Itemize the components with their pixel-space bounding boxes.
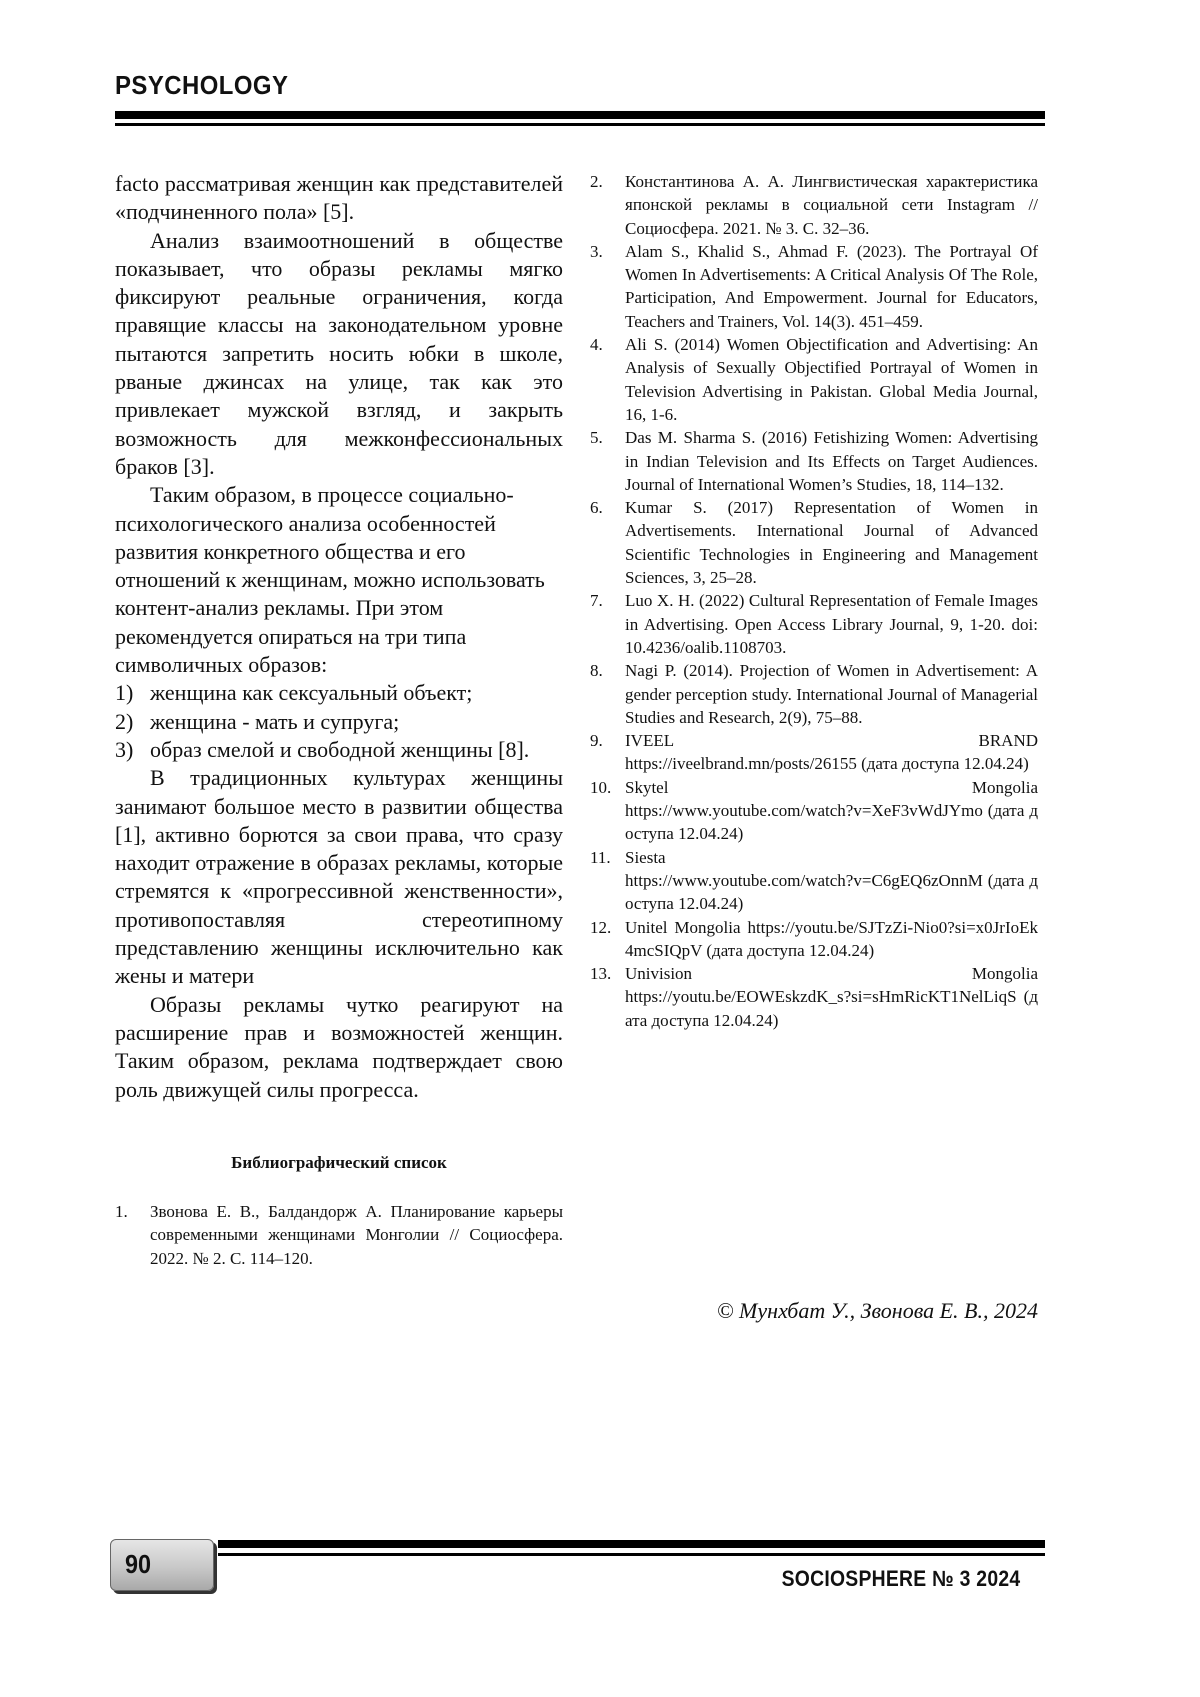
reference-title-b: Mongolia — [971, 964, 1038, 984]
reference-number: 6. — [590, 498, 603, 518]
reference-item — [590, 659, 1038, 729]
reference-link[interactable]: https://www.youtube.com/watch?v=XeF3vWdJYmo (дата доступа 12.04.24) — [625, 801, 1038, 844]
footer-rule-thin — [218, 1553, 1045, 1556]
left-column — [115, 170, 563, 1104]
reference-title-b: BRAND — [978, 731, 1038, 751]
reference-number: 4. — [590, 335, 603, 355]
reference-item — [590, 240, 1038, 333]
reference-text — [625, 776, 1038, 846]
journal-issue: SOCIOSPHERE № 3 2024 — [781, 1566, 1020, 1591]
reference-number: 9. — [590, 731, 603, 751]
list-item-number: 2) — [115, 708, 134, 734]
reference-number: 11. — [590, 847, 611, 867]
reference-text: Luo X. H. (2022) Cultural Representation of Female Images in Advertising. Open Access Library Journal, 9, 1-20. doi: 10.4236/oalib.1108703. — [625, 591, 1038, 657]
reference-title-a: IVEEL — [625, 731, 675, 751]
reference-number: 7. — [590, 591, 603, 611]
reference-number: 10. — [590, 777, 612, 797]
list-item-text: образ смелой и свободной женщины [8]. — [150, 736, 530, 762]
reference-number: 5. — [590, 428, 603, 448]
footer-rule-thick — [218, 1540, 1045, 1548]
body-paragraph-5: Образы рекламы чутко реагируют на расширение прав и возможностей женщин. Таким образом, реклама подтверждает свою роль движущей силы прогресса. — [115, 991, 563, 1102]
section-header: PSYCHOLOGY — [115, 70, 289, 100]
reference-item — [590, 846, 1038, 916]
reference-item — [590, 589, 1038, 659]
header-rule-thin — [115, 123, 1045, 126]
reference-text — [625, 846, 1038, 916]
list-item-number: 3) — [115, 736, 134, 762]
list-item — [115, 736, 563, 764]
reference-text: Unitel Mongolia https://youtu.be/SJTzZi-Nio0?si=x0JrIoEk4mcSIQpV (дата доступа 12.04.24) — [625, 917, 1038, 960]
reference-text: Константинова А. А. Лингвистическая характеристика японской рекламы в социальной сети Instagram // Социосфера. 2021. № 3. С. 32–36. — [625, 172, 1038, 238]
body-paragraph-1: facto рассматривая женщин как представителей «подчиненного пола» [5]. — [115, 171, 563, 225]
reference-title-row — [625, 846, 1038, 869]
reference-item — [590, 496, 1038, 589]
reference-title-a: Skytel — [625, 777, 669, 797]
reference-text: Das M. Sharma S. (2016) Fetishizing Women: Advertising in Indian Television and Its Effects on Target Audiences. Journal of International Women’s Studies, 18, 114–132. — [625, 428, 1038, 494]
reference-text — [625, 962, 1038, 1032]
bibliography-list-right — [590, 170, 1038, 1032]
reference-item — [590, 333, 1038, 426]
reference-item — [590, 729, 1038, 776]
reference-link[interactable]: https://iveelbrand.mn/posts/26155 (дата доступа 12.04.24) — [625, 754, 1029, 774]
reference-title-row — [625, 962, 1038, 985]
header-rule-thick — [115, 111, 1045, 119]
image-types-list — [115, 679, 563, 764]
reference-text: Alam S., Khalid S., Ahmad F. (2023). The Portrayal Of Women In Advertisements: A Critical Analysis Of The Role, Participation, And Empowerment. Journal for Educators, Teachers and Trainers, Vol. 14(3). 451–459. — [625, 241, 1038, 331]
reference-link[interactable]: https://youtu.be/EOWEskzdK_s?si=sHmRicKT1NelLiqS (дата доступа 12.04.24) — [625, 987, 1038, 1030]
reference-title-row — [625, 729, 1038, 752]
list-item — [115, 679, 563, 707]
reference-number: 12. — [590, 917, 612, 937]
list-item-text: женщина - мать и супруга; — [150, 708, 400, 734]
reference-title-a: Siesta — [625, 847, 666, 867]
reference-number: 3. — [590, 241, 603, 261]
reference-title-a: Univision — [625, 964, 693, 984]
reference-number: 1. — [115, 1202, 128, 1221]
body-paragraph-3: Таким образом, в процессе социально-психологического анализа особенностей развития конкретного общества и его отношений к женщинам, можно использовать контент-анализ рекламы. При этом рекомендуется опираться на три типа символичных образов: — [115, 482, 545, 678]
page-number: 90 — [125, 1549, 152, 1579]
reference-title-row — [625, 776, 1038, 799]
bibliography-list-left — [115, 1200, 563, 1270]
reference-number: 8. — [590, 661, 603, 681]
list-item-number: 1) — [115, 680, 134, 706]
reference-item — [590, 170, 1038, 240]
reference-link[interactable]: https://www.youtube.com/watch?v=C6gEQ6zOnnM (дата доступа 12.04.24) — [625, 870, 1038, 914]
list-item-text: женщина как сексуальный объект; — [150, 680, 473, 706]
reference-title-b: Mongolia — [971, 777, 1038, 797]
body-paragraph-2: Анализ взаимоотношений в обществе показывает, что образы рекламы мягко фиксируют реальные ограничения, когда правящие классы на законодательном уровне пытаются запретить носить юбки в школе, рваные джинсах на улице, так как это привлекает мужской взгляд, и закрыть возможность для межконфессиональных браков [3]. — [115, 227, 563, 479]
reference-text — [625, 729, 1038, 776]
reference-text: Звонова Е. В., Балдандорж А. Планирование карьеры современными женщинами Монголии // Социосфера. 2022. № 2. С. 114–120. — [150, 1202, 563, 1268]
reference-number: 2. — [590, 172, 603, 191]
reference-item — [590, 426, 1038, 496]
reference-item — [115, 1200, 563, 1270]
list-item — [115, 708, 563, 736]
copyright-note: © Мунхбат У., Звонова Е. В., 2024 — [716, 1298, 1038, 1323]
reference-item — [590, 916, 1038, 963]
bibliography-heading: Библиографический список — [231, 1153, 447, 1172]
reference-number: 13. — [590, 964, 612, 984]
reference-text: Nagi P. (2014). Projection of Women in Advertisement: A gender perception study. International Journal of Managerial Studies and Research, 2(9), 75–88. — [625, 661, 1038, 727]
body-paragraph-4: В традиционных культурах женщины занимают большое место в развитии общества [1], активно борются за свои права, что сразу находит отражение в образах рекламы, которые стремятся к «прогрессивной женственности», противопоставляя стереотипному представлению женщины исключительно как жены и матери — [115, 765, 563, 989]
reference-item — [590, 962, 1038, 1032]
reference-text: Ali S. (2014) Women Objectification and Advertising: An Analysis of Sexually Objectified Portrayal of Women in Television Advertising in Pakistan. Global Media Journal, 16, 1-6. — [625, 335, 1038, 424]
reference-item — [590, 776, 1038, 846]
reference-text: Kumar S. (2017) Representation of Women in Advertisements. International Journal of Advanced Scientific Technologies in Engineering and Management Sciences, 3, 25–28. — [625, 498, 1038, 588]
